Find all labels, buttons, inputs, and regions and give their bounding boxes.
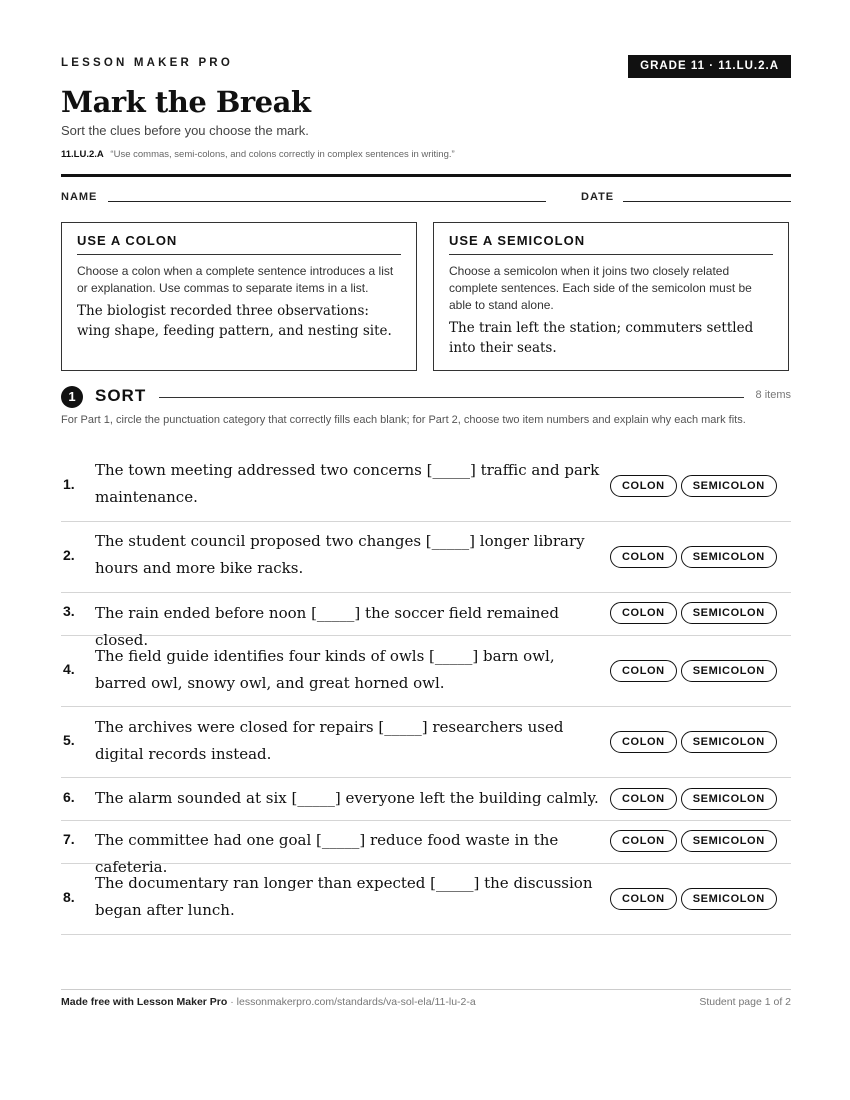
semicolon-choice[interactable]: SEMICOLON — [681, 830, 777, 852]
semicolon-choice[interactable]: SEMICOLON — [681, 888, 777, 910]
sort-section-header — [61, 384, 791, 408]
choice-group — [610, 602, 781, 624]
name-date-row — [61, 191, 791, 205]
colon-choice[interactable]: COLON — [610, 475, 677, 497]
item-number: 1. — [63, 476, 75, 492]
choice-group — [610, 731, 781, 753]
section-instructions: For Part 1, circle the punctuation category that correctly fills each blank; for Part 2, choose two item numbers and explain why each mark fits. — [61, 414, 746, 426]
colon-rule-box — [61, 222, 417, 371]
footer-url[interactable]: lessonmakerpro.com/standards/va-sol-ela/11-lu-2-a — [236, 996, 476, 1008]
list-item — [61, 707, 791, 778]
item-number: 5. — [63, 732, 75, 748]
item-sentence: The rain ended before noon [_____] the soccer field remained closed. — [95, 604, 559, 649]
semicolon-rule-heading: USE A SEMICOLON — [449, 233, 773, 255]
list-item — [61, 636, 791, 707]
semicolon-choice[interactable]: SEMICOLON — [681, 602, 777, 624]
colon-rule-explanation: Choose a colon when a complete sentence introduces a list or explanation. Use commas to separate items in a list. — [77, 264, 394, 295]
page-footer — [61, 996, 791, 1008]
colon-choice[interactable]: COLON — [610, 788, 677, 810]
colon-choice[interactable]: COLON — [610, 731, 677, 753]
colon-choice[interactable]: COLON — [610, 888, 677, 910]
item-sentence: The town meeting addressed two concerns [_____] traffic and park maintenance. — [95, 461, 600, 506]
item-number: 7. — [63, 831, 75, 847]
colon-rule-heading: USE A COLON — [77, 233, 401, 255]
choice-group — [610, 830, 781, 852]
brand-name: LESSON MAKER PRO — [61, 57, 233, 69]
semicolon-choice[interactable]: SEMICOLON — [681, 731, 777, 753]
list-item — [61, 864, 791, 935]
item-count: 8 items — [755, 389, 791, 401]
item-sentence: The student council proposed two changes [_____] longer library hours and more bike racks. — [95, 532, 585, 577]
footer-credit: Made free with Lesson Maker Pro — [61, 996, 228, 1008]
semicolon-choice[interactable]: SEMICOLON — [681, 546, 777, 568]
semicolon-choice[interactable]: SEMICOLON — [681, 660, 777, 682]
semicolon-rule-example: The train left the station; commuters settled into their seats. — [449, 320, 754, 356]
colon-choice[interactable]: COLON — [610, 546, 677, 568]
choice-group — [610, 888, 781, 910]
list-item — [61, 451, 791, 522]
footer-divider — [61, 989, 791, 990]
item-number: 2. — [63, 547, 75, 563]
list-item — [61, 522, 791, 593]
choice-group — [610, 546, 781, 568]
items-list — [61, 451, 791, 935]
item-sentence: The archives were closed for repairs [_____] researchers used digital records instead. — [95, 718, 564, 763]
top-bar — [61, 55, 791, 79]
item-number: 8. — [63, 889, 75, 905]
footer-separator: · — [227, 996, 237, 1008]
semicolon-choice[interactable]: SEMICOLON — [681, 475, 777, 497]
semicolon-choice[interactable]: SEMICOLON — [681, 788, 777, 810]
item-sentence: The documentary ran longer than expected [_____] the discussion began after lunch. — [95, 874, 593, 919]
page-number: Student page 1 of 2 — [699, 996, 791, 1008]
item-number: 6. — [63, 789, 75, 805]
choice-group — [610, 475, 781, 497]
list-item — [61, 821, 791, 876]
date-field[interactable] — [623, 201, 791, 202]
colon-choice[interactable]: COLON — [610, 602, 677, 624]
colon-choice[interactable]: COLON — [610, 830, 677, 852]
colon-choice[interactable]: COLON — [610, 660, 677, 682]
name-field[interactable] — [108, 201, 546, 202]
section-rule — [159, 397, 744, 398]
choice-group — [610, 660, 781, 682]
grade-badge: GRADE 11 · 11.LU.2.A — [628, 55, 791, 78]
choice-group — [610, 788, 781, 810]
header-divider — [61, 174, 791, 177]
standard-text: “Use commas, semi-colons, and colons correctly in complex sentences in writing.” — [110, 149, 455, 160]
page-subtitle: Sort the clues before you choose the mark. — [61, 123, 309, 138]
date-label: DATE — [581, 191, 615, 203]
list-item — [61, 778, 791, 821]
section-number-badge: 1 — [61, 386, 83, 408]
item-number: 3. — [63, 603, 75, 619]
item-number: 4. — [63, 661, 75, 677]
item-sentence: The alarm sounded at six [_____] everyone left the building calmly. — [95, 789, 599, 807]
name-label: NAME — [61, 191, 98, 203]
standard-code: 11.LU.2.A — [61, 149, 104, 160]
semicolon-rule-explanation: Choose a semicolon when it joins two closely related complete sentences. Each side of the semicolon must be able to stand alone. — [449, 264, 752, 312]
item-sentence: The field guide identifies four kinds of owls [_____] barn owl, barred owl, snowy owl, and great horned owl. — [95, 647, 555, 692]
colon-rule-example: The biologist recorded three observations: wing shape, feeding pattern, and nesting site. — [77, 303, 392, 339]
item-sentence: The committee had one goal [_____] reduce food waste in the cafeteria. — [95, 831, 559, 876]
standard-line — [61, 149, 455, 160]
section-title: SORT — [95, 386, 147, 405]
page-title: Mark the Break — [61, 85, 311, 119]
list-item — [61, 593, 791, 649]
semicolon-rule-box — [433, 222, 789, 371]
